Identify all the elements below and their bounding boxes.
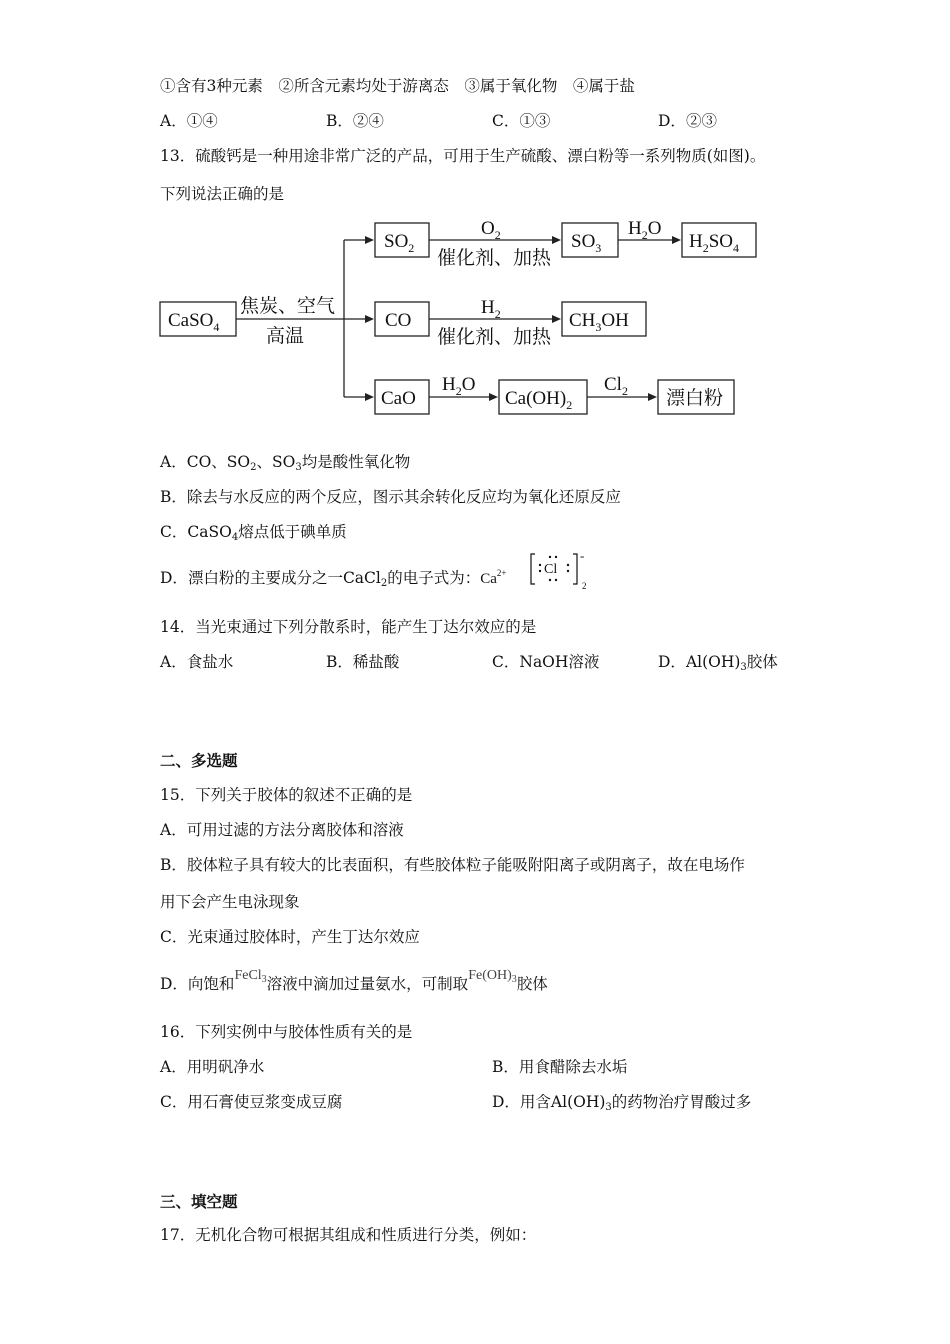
label-so3: $SO_3$ <box>571 231 602 255</box>
q15-option-b-line1: B．胶体粒子具有较大的比表面积，有些胶体粒子能吸附阳离子或阴离子，故在电场作 <box>160 856 745 874</box>
lewis-formula-ca: $Ca^{2+}$ <box>480 568 507 587</box>
q15-option-c: C．光束通过胶体时，产生丁达尔效应 <box>160 928 420 946</box>
q16-option-d: D．用含$Al(OH)_3$的药物治疗胃酸过多 <box>492 1093 752 1113</box>
q14-option-c: C．NaOH溶液 <box>492 653 600 671</box>
section-fill-blank-heading: 三、填空题 <box>160 1192 238 1211</box>
label-h2so4: $H_2SO_4$ <box>689 231 740 255</box>
label-co: CO <box>385 310 412 331</box>
q13-option-b: B．除去与水反应的两个反应，图示其余转化反应均为氧化还原反应 <box>160 488 621 506</box>
q13-option-a: A．CO、$SO_2$、$SO_3$均是酸性氧化物 <box>160 453 411 473</box>
cond-bottom: 高温 <box>266 326 305 347</box>
cond-catalyst-1: 催化剂、加热 <box>437 248 552 269</box>
q15-option-d: D．向饱和FeCl$_3$溶液中滴加过量氨水，可制取$Fe(OH)_3$胶体 <box>160 968 548 993</box>
cond-top: 焦炭、空气 <box>240 296 336 317</box>
q14-option-a: A．食盐水 <box>160 653 234 671</box>
q14-stem: 14．当光束通过下列分散系时，能产生丁达尔效应的是 <box>160 618 537 636</box>
q13-flow-diagram <box>158 210 768 425</box>
q12-statements: ①含有3种元素 ②所含元素均处于游离态 ③属于氧化物 ④属于盐 <box>160 77 635 95</box>
lewis-chloride-icon <box>529 550 591 590</box>
reagent-h2o-2: $H_2O$ <box>442 374 476 398</box>
q12-option-a: A．①④ <box>160 112 218 130</box>
q12-option-c: C．①③ <box>492 112 551 130</box>
reagent-h2o-1: $H_2O$ <box>628 218 662 242</box>
label-caso4: CaSO$_4$ <box>168 310 220 334</box>
label-caoh2: $Ca(OH)_2$ <box>505 388 573 412</box>
label-ch3oh: $CH_3OH$ <box>569 310 629 334</box>
q13-option-d: D．漂白粉的主要成分之一CaCl$_2$的电子式为：$Ca^{2+}$ Cl - 2 <box>160 568 507 589</box>
q14-option-b: B．稀盐酸 <box>326 653 400 671</box>
q16-option-b: B．用食醋除去水垢 <box>492 1058 628 1076</box>
q14-option-d: D．$Al(OH)_3$胶体 <box>658 653 778 673</box>
q16-stem: 16．下列实例中与胶体性质有关的是 <box>160 1023 413 1041</box>
q16-option-a: A．用明矾净水 <box>160 1058 265 1076</box>
lewis-minus: - <box>580 550 585 563</box>
q12-option-d: D．②③ <box>658 112 717 130</box>
q13-option-c: C．CaSO$_4$熔点低于碘单质 <box>160 523 347 543</box>
reagent-cl2: $Cl_2$ <box>604 374 628 398</box>
label-so2: $SO_2$ <box>384 231 415 255</box>
section-multi-choice-heading: 二、多选题 <box>160 751 238 770</box>
cond-catalyst-2: 催化剂、加热 <box>437 327 552 348</box>
q15-stem: 15．下列关于胶体的叙述不正确的是 <box>160 786 413 804</box>
q15-option-a: A．可用过滤的方法分离胶体和溶液 <box>160 821 404 839</box>
lewis-cl-label: Cl <box>544 562 558 577</box>
q16-option-c: C．用石膏使豆浆变成豆腐 <box>160 1093 343 1111</box>
q13-stem-line1: 13．硫酸钙是一种用途非常广泛的产品，可用于生产硫酸、漂白粉等一系列物质(如图)。 <box>160 147 766 165</box>
q15-option-b-line2: 用下会产生电泳现象 <box>160 893 300 911</box>
label-cao: CaO <box>381 388 416 409</box>
q13-stem-line2: 下列说法正确的是 <box>160 185 285 203</box>
label-bleach: 漂白粉 <box>666 388 724 409</box>
q12-option-b: B．②④ <box>326 112 384 130</box>
reagent-h2: $H_2$ <box>481 297 501 321</box>
q17-stem: 17．无机化合物可根据其组成和性质进行分类，例如： <box>160 1226 537 1244</box>
lewis-sub2: 2 <box>582 581 587 590</box>
reagent-o2: $O_2$ <box>481 218 501 242</box>
